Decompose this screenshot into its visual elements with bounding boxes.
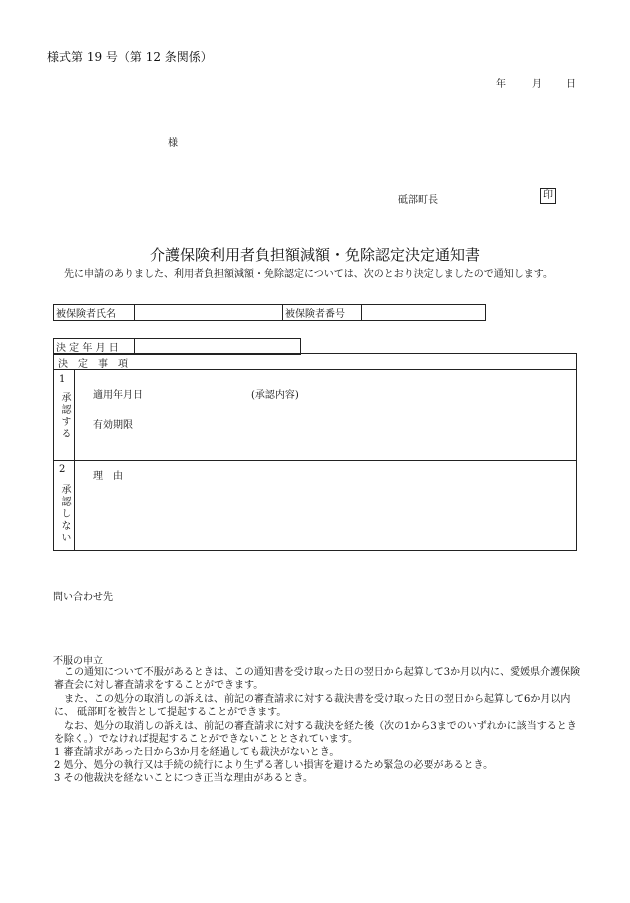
effective-date-label: 適用年月日 bbox=[93, 390, 143, 401]
form-number: 様式第 19 号（第 12 条関係） bbox=[47, 50, 213, 64]
page-title: 介護保険利用者負担額減額・免除認定決定通知書 bbox=[149, 246, 480, 264]
approve-label: 承認する bbox=[59, 392, 70, 440]
decision-items-label: 決 定 事 項 bbox=[58, 359, 128, 370]
divider bbox=[54, 460, 576, 461]
intro-text: 先に申請のありました、利用者負担額減額・免除認定については、次のとおり決定しましたので通知します。 bbox=[64, 269, 553, 280]
divider bbox=[54, 369, 576, 370]
insured-info-table bbox=[53, 304, 486, 321]
divider bbox=[74, 369, 75, 550]
approve-number: 1 bbox=[59, 374, 66, 385]
issuer: 砥部町長 bbox=[398, 195, 438, 206]
objection-item-1: 1 審査請求があった日から3か月を経過しても裁決がないとき。 bbox=[54, 747, 340, 758]
reject-label: 承認しない bbox=[59, 484, 70, 544]
validity-label: 有効期限 bbox=[93, 420, 133, 431]
insured-name-label: 被保険者氏名 bbox=[54, 305, 135, 321]
objection-heading: 不服の申立 bbox=[53, 656, 103, 667]
insured-name-field[interactable] bbox=[135, 305, 283, 321]
objection-item-2: 2 処分、処分の執行又は手続の続行により生ずる著しい損害を避けるため緊急の必要があるとき。 bbox=[54, 760, 494, 771]
insured-number-label: 被保険者番号 bbox=[283, 305, 362, 321]
objection-paragraph-3: なお、処分の取消しの訴えは、前記の審査請求に対する裁決を経た後（次の1から3までのいずれかに該当するときを除く。）でなければ提起することができないこととされています。 bbox=[54, 721, 577, 746]
reject-number: 2 bbox=[59, 464, 66, 475]
reason-label: 理 由 bbox=[93, 471, 123, 482]
contact-label: 問い合わせ先 bbox=[53, 592, 113, 603]
insured-number-field[interactable] bbox=[362, 305, 486, 321]
decision-date-label: 決 定 年 月 日 bbox=[54, 339, 135, 355]
objection-paragraph-2: また、この処分の取消しの訴えは、前記の審査請求に対する裁決書を受け取った日の翌日から起算して6か月以内に、 砥部町を被告として提起することができます。 bbox=[54, 694, 571, 719]
addressee-suffix: 様 bbox=[168, 138, 178, 149]
date-month: 月 bbox=[532, 79, 542, 90]
decision-items-box bbox=[53, 353, 577, 551]
seal-mark: 印 bbox=[540, 188, 556, 204]
date-day: 日 bbox=[566, 79, 576, 90]
objection-item-3: 3 その他裁決を経ないことにつき正当な理由があるとき。 bbox=[54, 773, 313, 784]
objection-paragraph-1: この通知について不服があるときは、この通知書を受け取った日の翌日から起算して3か月以内に、愛媛県介護保険審査会に対し審査請求をすることができます。 bbox=[54, 667, 581, 692]
date-year: 年 bbox=[496, 79, 506, 90]
approval-content-label: (承認内容) bbox=[251, 390, 299, 401]
